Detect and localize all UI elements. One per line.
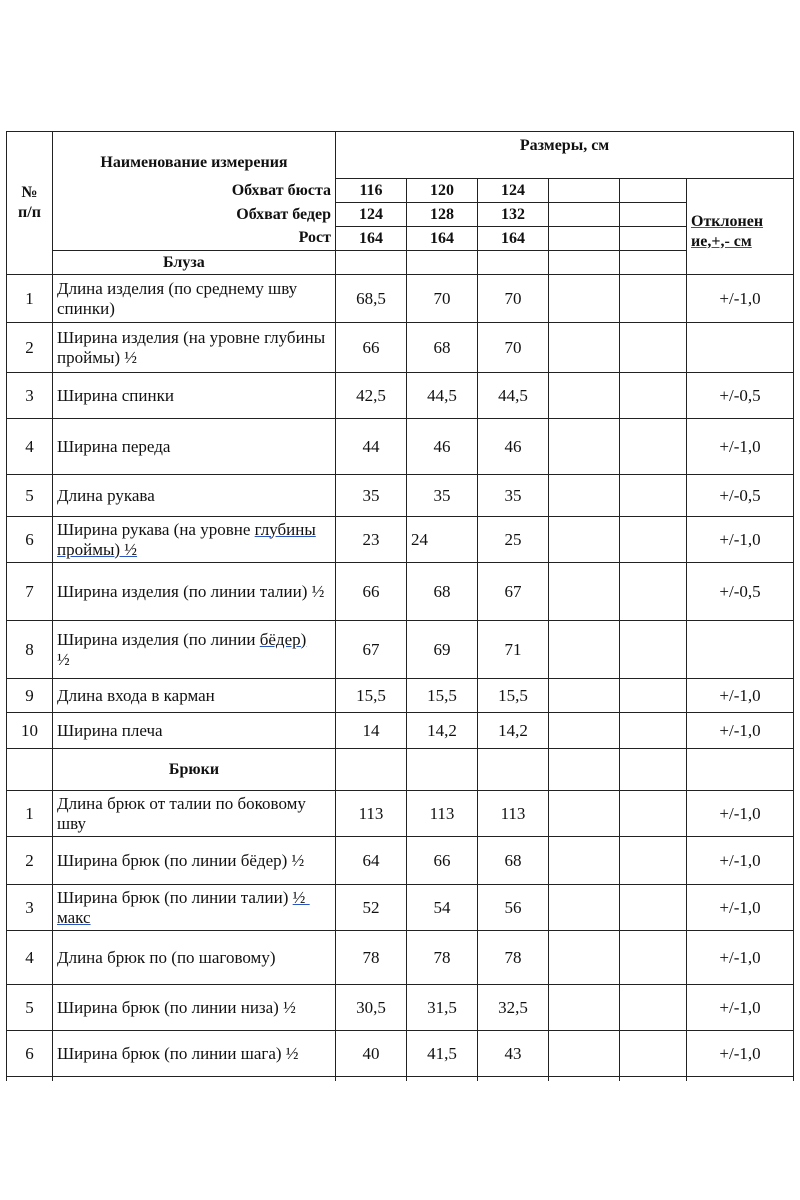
param-value: 164 (336, 227, 407, 251)
empty-cell (549, 749, 620, 791)
row-name: Ширина изделия (по линии талии) ½ (53, 563, 336, 621)
row-name: Ширина брюк (по линии талии) ½ макс (53, 885, 336, 931)
table-tail (478, 1077, 549, 1082)
row-name: Ширина изделия (на уровне глубины проймы) ½ (53, 323, 336, 373)
empty-cell (549, 679, 620, 713)
empty-cell (620, 227, 687, 251)
row-name: Ширина переда (53, 419, 336, 475)
row-number: 3 (7, 373, 53, 419)
param-label-hips: Обхват бедер (53, 203, 336, 227)
col-number-label: № п/п (18, 184, 41, 221)
row-tolerance: +/-1,0 (687, 419, 794, 475)
row-value: 68,5 (336, 275, 407, 323)
table-row (7, 985, 794, 1031)
empty-cell (549, 251, 620, 275)
row-name: Длина изделия (по среднему шву спинки) (53, 275, 336, 323)
row-value: 78 (407, 931, 478, 985)
row-name: Ширина спинки (53, 373, 336, 419)
row-tolerance: +/-1,0 (687, 837, 794, 885)
col-number-header (7, 132, 53, 275)
sizes-title: Размеры, см (519, 137, 610, 154)
row-tolerance: +/-1,0 (687, 275, 794, 323)
table-row (7, 791, 794, 837)
col-name-label: Наименование измерения (100, 153, 288, 171)
row-value: 14,2 (407, 713, 478, 749)
empty-cell (620, 1031, 687, 1077)
row-number: 8 (7, 621, 53, 679)
row-value: 66 (336, 563, 407, 621)
table-row (7, 1031, 794, 1077)
row-value: 40 (336, 1031, 407, 1077)
table-row (7, 563, 794, 621)
row-value: 44 (336, 419, 407, 475)
empty-cell (620, 323, 687, 373)
empty-cell (549, 203, 620, 227)
measurement-sheet (6, 131, 793, 1081)
row-tolerance: +/-1,0 (687, 1031, 794, 1077)
param-value: 124 (478, 179, 549, 203)
empty-cell (620, 179, 687, 203)
row-value: 35 (336, 475, 407, 517)
empty-cell (336, 251, 407, 275)
row-value: 46 (478, 419, 549, 475)
table-row (7, 621, 794, 679)
param-label-height: Рост (53, 227, 336, 251)
row-number: 5 (7, 985, 53, 1031)
empty-cell (7, 749, 53, 791)
empty-cell (549, 517, 620, 563)
row-number: 10 (7, 713, 53, 749)
row-number: 3 (7, 885, 53, 931)
row-value: 14 (336, 713, 407, 749)
table-row (7, 837, 794, 885)
row-value: 69 (407, 621, 478, 679)
row-value: 67 (478, 563, 549, 621)
empty-cell (620, 931, 687, 985)
empty-cell (549, 419, 620, 475)
row-value: 68 (407, 563, 478, 621)
empty-cell (620, 679, 687, 713)
row-tolerance: +/-0,5 (687, 475, 794, 517)
table-row (7, 679, 794, 713)
row-tolerance: +/-1,0 (687, 713, 794, 749)
table-row (7, 275, 794, 323)
row-value: 30,5 (336, 985, 407, 1031)
empty-cell (549, 275, 620, 323)
table-row (7, 373, 794, 419)
row-number: 7 (7, 563, 53, 621)
row-value: 32,5 (478, 985, 549, 1031)
row-value: 70 (407, 275, 478, 323)
row-number: 4 (7, 419, 53, 475)
row-value: 52 (336, 885, 407, 931)
empty-cell (620, 749, 687, 791)
param-value: 116 (336, 179, 407, 203)
empty-cell (549, 563, 620, 621)
row-value: 44,5 (407, 373, 478, 419)
empty-cell (620, 373, 687, 419)
row-value: 15,5 (407, 679, 478, 713)
row-tolerance (687, 323, 794, 373)
table-tail (336, 1077, 407, 1082)
row-name: Длина брюк от талии по боковому шву (53, 791, 336, 837)
empty-cell (620, 275, 687, 323)
empty-cell (336, 749, 407, 791)
empty-cell (549, 621, 620, 679)
empty-cell (549, 475, 620, 517)
table-tail (407, 1077, 478, 1082)
row-name: Ширина рукава (на уровне глубины проймы) ½ (53, 517, 336, 563)
col-name-header (53, 132, 336, 179)
row-tolerance: +/-1,0 (687, 791, 794, 837)
empty-cell (620, 985, 687, 1031)
row-tolerance: +/-1,0 (687, 517, 794, 563)
row-name: Длина брюк по (по шаговому) (53, 931, 336, 985)
empty-cell (549, 885, 620, 931)
table-row (7, 885, 794, 931)
empty-cell (549, 985, 620, 1031)
row-tolerance: +/-1,0 (687, 931, 794, 985)
row-value: 113 (336, 791, 407, 837)
row-name: Ширина изделия (по линии бёдер) ½ (53, 621, 336, 679)
param-value: 120 (407, 179, 478, 203)
row-value: 56 (478, 885, 549, 931)
param-label-bust: Обхват бюста (53, 179, 336, 203)
row-value: 67 (336, 621, 407, 679)
row-number: 9 (7, 679, 53, 713)
row-value: 70 (478, 275, 549, 323)
row-tolerance: +/-0,5 (687, 563, 794, 621)
empty-cell (549, 1031, 620, 1077)
table-row (7, 517, 794, 563)
row-number: 1 (7, 275, 53, 323)
param-value: 128 (407, 203, 478, 227)
row-value: 54 (407, 885, 478, 931)
empty-cell (620, 251, 687, 275)
row-tolerance: +/-1,0 (687, 885, 794, 931)
row-tolerance (687, 621, 794, 679)
row-value: 14,2 (478, 713, 549, 749)
row-tolerance: +/-1,0 (687, 985, 794, 1031)
section-title-blouse: Блуза (53, 251, 336, 275)
row-value: 68 (407, 323, 478, 373)
empty-cell (478, 749, 549, 791)
row-value: 15,5 (478, 679, 549, 713)
row-value: 71 (478, 621, 549, 679)
row-value: 64 (336, 837, 407, 885)
row-number: 5 (7, 475, 53, 517)
row-name: Ширина брюк (по линии шага) ½ (53, 1031, 336, 1077)
empty-cell (620, 419, 687, 475)
row-number: 4 (7, 931, 53, 985)
empty-cell (620, 885, 687, 931)
empty-cell (407, 749, 478, 791)
empty-cell (687, 749, 794, 791)
empty-cell (407, 251, 478, 275)
section-title-trousers: Брюки (53, 749, 336, 791)
param-value: 164 (407, 227, 478, 251)
table-row (7, 323, 794, 373)
empty-cell (549, 323, 620, 373)
table-row (7, 419, 794, 475)
row-value: 15,5 (336, 679, 407, 713)
row-value: 25 (478, 517, 549, 563)
table-tail (620, 1077, 687, 1082)
row-number: 2 (7, 837, 53, 885)
empty-cell (620, 203, 687, 227)
row-value: 78 (336, 931, 407, 985)
empty-cell (620, 713, 687, 749)
row-tolerance: +/-1,0 (687, 679, 794, 713)
empty-cell (620, 563, 687, 621)
table-tail (53, 1077, 336, 1082)
empty-cell (549, 227, 620, 251)
empty-cell (549, 373, 620, 419)
size-table (6, 131, 794, 1081)
row-number: 2 (7, 323, 53, 373)
empty-cell (620, 475, 687, 517)
row-value: 42,5 (336, 373, 407, 419)
row-name: Ширина брюк (по линии низа) ½ (53, 985, 336, 1031)
row-value: 31,5 (407, 985, 478, 1031)
row-name: Ширина брюк (по линии бёдер) ½ (53, 837, 336, 885)
row-tolerance: +/-0,5 (687, 373, 794, 419)
row-value: 44,5 (478, 373, 549, 419)
empty-cell (620, 791, 687, 837)
param-value: 124 (336, 203, 407, 227)
row-value: 68 (478, 837, 549, 885)
table-row (7, 475, 794, 517)
table-tail (549, 1077, 620, 1082)
tolerance-title: Отклонен ие,+,- см (691, 212, 764, 250)
row-value: 35 (478, 475, 549, 517)
row-value: 43 (478, 1031, 549, 1077)
row-name: Длина рукава (53, 475, 336, 517)
empty-cell (549, 179, 620, 203)
table-row (7, 713, 794, 749)
param-value: 132 (478, 203, 549, 227)
empty-cell (620, 621, 687, 679)
empty-cell (549, 791, 620, 837)
tolerance-header (687, 179, 794, 275)
row-number: 6 (7, 517, 53, 563)
row-name: Длина входа в карман (53, 679, 336, 713)
row-value: 78 (478, 931, 549, 985)
row-value: 35 (407, 475, 478, 517)
empty-cell (549, 713, 620, 749)
row-number: 1 (7, 791, 53, 837)
row-value: 113 (407, 791, 478, 837)
row-value: 70 (478, 323, 549, 373)
table-tail (687, 1077, 794, 1082)
row-name: Ширина плеча (53, 713, 336, 749)
param-value: 164 (478, 227, 549, 251)
empty-cell (478, 251, 549, 275)
empty-cell (549, 837, 620, 885)
table-tail (7, 1077, 53, 1082)
row-value: 46 (407, 419, 478, 475)
row-value: 66 (407, 837, 478, 885)
row-value: 24 (407, 517, 478, 563)
row-number: 6 (7, 1031, 53, 1077)
row-value: 66 (336, 323, 407, 373)
row-value: 23 (336, 517, 407, 563)
empty-cell (549, 931, 620, 985)
sizes-header (336, 132, 794, 179)
empty-cell (620, 837, 687, 885)
row-value: 41,5 (407, 1031, 478, 1077)
table-row (7, 931, 794, 985)
row-value: 113 (478, 791, 549, 837)
empty-cell (620, 517, 687, 563)
